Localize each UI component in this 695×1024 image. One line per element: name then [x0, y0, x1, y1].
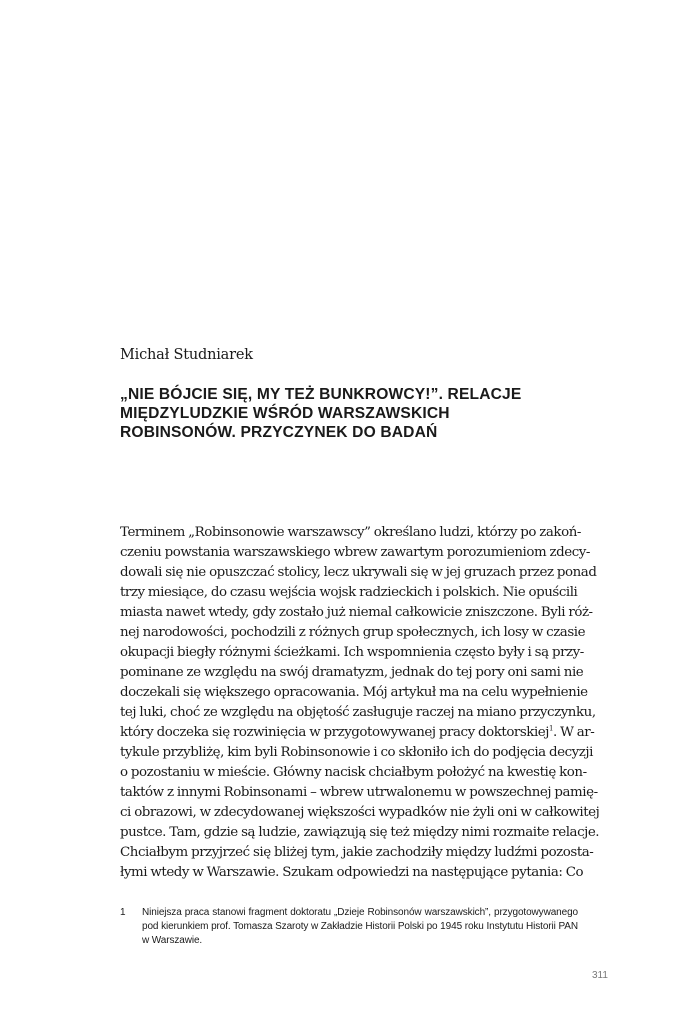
body-line: o pozostaniu w mieście. Główny nacisk chciałbym położyć na kwestię kon- — [120, 765, 587, 780]
body-line: dowali się nie opuszczać stolicy, lecz ukrywali się w jej gruzach przez ponad — [120, 565, 597, 580]
body-line-text: który doczeka się rozwinięcia w przygotowywanej pracy doktorskiej — [120, 725, 549, 740]
footnote-line: w Warszawie. — [142, 935, 203, 946]
article-title — [120, 385, 580, 442]
article-body — [120, 523, 600, 883]
body-line: pominane ze względu na swój dramatyzm, jednak do tej pory oni sami nie — [120, 665, 584, 680]
body-line: nej narodowości, pochodzili z różnych grup społecznych, ich losy w czasie — [120, 625, 586, 640]
body-line: ci obrazowi, w zdecydowanej większości wypadków nie żyli oni w całkowitej — [120, 805, 600, 820]
body-line: doczekali się większego opracowania. Mój artykuł ma na celu wypełnienie — [120, 685, 588, 700]
body-line: łymi wtedy w Warszawie. Szukam odpowiedzi na następujące pytania: Co — [120, 865, 584, 880]
footnote-reference[interactable]: 1 — [548, 724, 553, 733]
footnote-number: 1 — [120, 907, 126, 918]
title-line: ROBINSONÓW. PRZYCZYNEK DO BADAŃ — [120, 424, 438, 441]
title-line: „NIE BÓJCIE SIĘ, MY TEŻ BUNKROWCY!”. RELACJE — [120, 386, 522, 403]
body-line: pustce. Tam, gdzie są ludzie, zawiązują się też między nimi rozmaite relacje. — [120, 825, 600, 840]
body-line: Chciałbym przyjrzeć się bliżej tym, jakie zachodziły między ludźmi pozosta- — [120, 845, 594, 860]
body-line-with-footnote — [120, 723, 595, 743]
body-line: czeniu powstania warszawskiego wbrew zawartym porozumieniom zdecy- — [120, 545, 590, 560]
page-number: 311 — [592, 970, 608, 981]
title-line: MIĘDZYLUDZKIE WŚRÓD WARSZAWSKICH — [120, 405, 450, 422]
footnote-line: Niniejsza praca stanowi fragment doktoratu „Dzieje Robinsonów warszawskich”, przygotowywanego — [142, 907, 578, 918]
body-line: okupacji biegły różnymi ścieżkami. Ich wspomnienia często były i są przy- — [120, 645, 584, 660]
body-line: taktów z innymi Robinsonami – wbrew utrwalonemu w powszechnej pamię- — [120, 785, 598, 800]
body-line: miasta nawet wtedy, gdy zostało już niemal całkowicie zniszczone. Byli róż- — [120, 605, 593, 620]
footnote-text — [142, 906, 578, 948]
body-line: Terminem „Robinsonowie warszawscy” określano ludzi, którzy po zakoń- — [120, 525, 581, 540]
footnote — [120, 906, 578, 948]
author-name: Michał Studniarek — [120, 347, 253, 363]
body-line: tej luki, choć ze względu na objętość zasługuje raczej na miano przyczynku, — [120, 705, 596, 720]
body-line: trzy miesiące, do czasu wejścia wojsk radzieckich i polskich. Nie opuścili — [120, 585, 578, 600]
footnote-line: pod kierunkiem prof. Tomasza Szaroty w Zakładzie Historii Polski po 1945 roku Instytutu Historii PAN — [142, 921, 578, 932]
body-line: tykule przybliżę, kim byli Robinsonowie i co skłoniło ich do podjęcia decyzji — [120, 745, 593, 760]
body-line-tail: . W ar- — [553, 725, 595, 740]
